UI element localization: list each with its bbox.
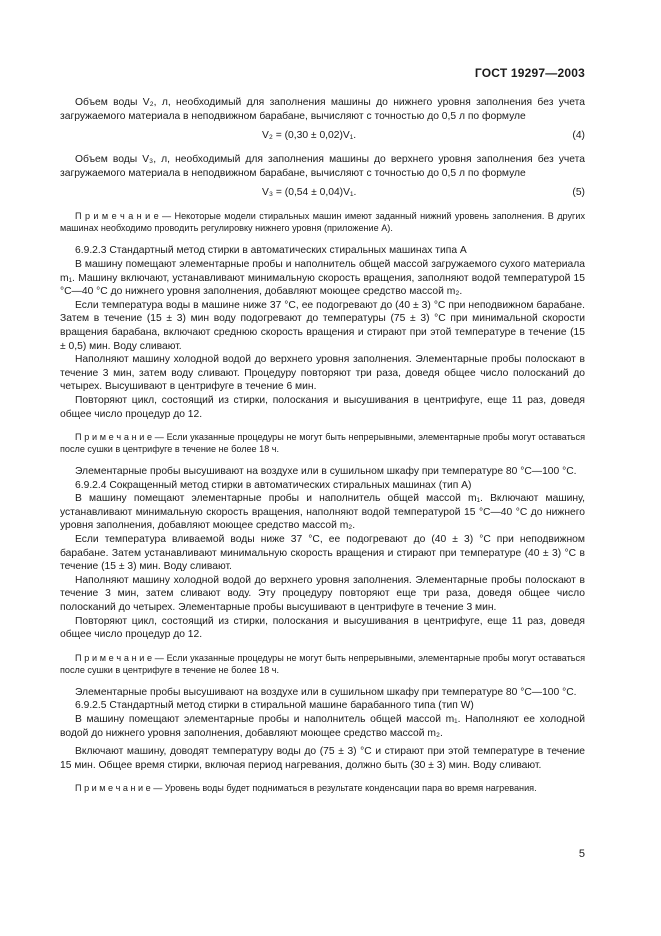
note: П р и м е ч а н и е — Если указанные процедуры не могут быть непрерывными, элементарные пробы могут оставаться после сушки в центрифуге в течение не более 18 ч. — [60, 432, 585, 455]
section-title-6925: 6.9.2.5 Стандартный метод стирки в стиральной машине барабанного типа (тип W) — [75, 700, 474, 712]
paragraph: Если температура воды в машине ниже 37 °С, ее подогревают до (40 ± 3) °С при неподвижном барабане. Затем в течение (15 ± 3) мин воду подогревают до температуры (75 ± 3) °С при минимальной скорости вращения барабана, включают среднюю скорость вращения и стирают при этой температуре в течение (15 ± 0,5) мин. Воду сливают. — [60, 299, 585, 352]
paragraph: Наполняют машину холодной водой до верхнего уровня заполнения. Элементарные пробы полоскают в течение 3 мин, затем воду сливают. Процедуру повторяют три раза, доведя общее число полосканий до четырех. Высушивают в центрифуге в течение 6 мин. — [60, 354, 585, 393]
page-number: 5 — [578, 848, 585, 860]
section-title-6924: 6.9.2.4 Сокращенный метод стирки в автоматических стиральных машинах (тип А) — [75, 479, 472, 491]
paragraph: В машину помещают элементарные пробы и наполнитель общей массой загружаемого сухого материала m₁. Машину включают, устанавливают минимальную скорость вращения, заполняют водой температурой 15 °С—40 °С до нижнего уровня заполнения, добавляют моющее средство массой m₂. — [60, 258, 585, 298]
paragraph: Включают машину, доводят температуру воды до (75 ± 3) °С и стирают при этой температуре в течение 15 мин. Общее время стирки, включая период нагревания, должно быть (30 ± 3) мин. Воду сливают. — [60, 746, 585, 771]
paragraph: Наполняют машину холодной водой до верхнего уровня заполнения. Элементарные пробы полоскают в течение 3 мин, затем сливают воду. Эту процедуру повторяют еще три раза, доведя общее число полосканий до четырех. Элементарные пробы высушивают в центрифуге в течение 3 мин. — [60, 574, 585, 614]
formula-number: (4) — [572, 130, 585, 142]
standard-header: ГОСТ 19297—2003 — [474, 66, 585, 80]
note: П р и м е ч а н и е — Уровень воды будет подниматься в результате конденсации пара во время нагревания. — [75, 783, 537, 794]
paragraph: Если температура вливаемой воды ниже 37 °С, ее подогревают до (40 ± 3) °С при неподвижном барабане. Затем устанавливают минимальную скорость вращения и стирают при температуре (40 ± 3) °С в течение (15 ± 3) мин. Воду сливают. — [60, 534, 585, 573]
paragraph: Повторяют цикл, состоящий из стирки, полоскания и высушивания в центрифуге, еще 11 раз, доведя общее число процедур до 12. — [60, 615, 585, 641]
formula-number: (5) — [572, 187, 585, 199]
paragraph: Повторяют цикл, состоящий из стирки, полоскания и высушивания в центрифуге, еще 11 раз, доведя общее число процедур до 12. — [60, 394, 585, 420]
note: П р и м е ч а н и е — Некоторые модели стиральных машин имеют заданный нижний уровень заполнения. В других машинах необходимо проводить регулировку нижнего уровня (приложение А). — [60, 211, 585, 234]
paragraph: Элементарные пробы высушивают на воздухе или в сушильном шкафу при температуре 80 °С—100 °С. — [75, 686, 577, 698]
note: П р и м е ч а н и е — Если указанные процедуры не могут быть непрерывными, элементарные пробы могут оставаться после сушки в центрифуге в течение не более 18 ч. — [60, 652, 585, 675]
formula-4 — [60, 129, 585, 143]
paragraph-v2: Объем воды V₂, л, необходимый для заполнения машины до нижнего уровня заполнения без учета загружаемого материала в неподвижном барабане, вычисляют с точностью до 0,5 л по формуле — [60, 97, 585, 122]
paragraph: В машину помещают элементарные пробы и наполнитель общей массой m₁. Наполняют ее холодной водой до нижнего уровня заполнения, добавляют моющее средство массой m₂. — [60, 714, 585, 739]
page-content — [60, 96, 585, 804]
formula-expression: V₃ = (0,54 ± 0,04)V₁. — [262, 187, 357, 199]
formula-5 — [60, 186, 585, 200]
section-title-6923: 6.9.2.3 Стандартный метод стирки в автоматических стиральных машинах типа А — [75, 245, 467, 257]
paragraph: В машину помещают элементарные пробы и наполнитель общей массой m₁. Включают машину, устанавливают минимальную скорость вращения, наполняют водой температурой 15 °С—40 °С до нижнего уровня заполнения, добавляют моющее средство массой m₂. — [60, 493, 585, 532]
paragraph-v3: Объем воды V₃, л, необходимый для заполнения машины до верхнего уровня заполнения без учета загружаемого материала в неподвижном барабане, вычисляют с точностью до 0,5 л по формуле — [60, 154, 585, 179]
paragraph: Элементарные пробы высушивают на воздухе или в сушильном шкафу при температуре 80 °С—100 °С. — [75, 466, 577, 478]
formula-expression: V₂ = (0,30 ± 0,02)V₁. — [262, 130, 357, 142]
